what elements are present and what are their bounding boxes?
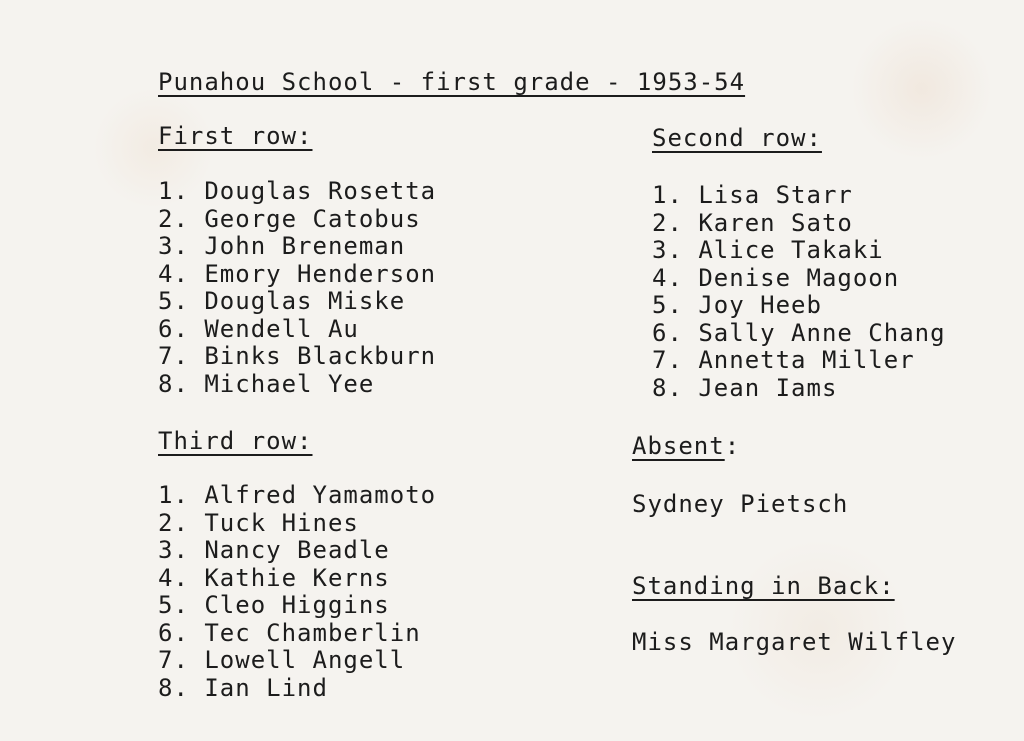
list-item: 3. Nancy Beadle <box>158 536 390 564</box>
list-item: 3. Alice Takaki <box>652 236 884 264</box>
list-item: 6. Tec Chamberlin <box>158 618 421 647</box>
list-item: 5. Douglas Miske <box>158 287 406 315</box>
second-row-heading: Second row: <box>652 124 822 152</box>
list-item: 1. Lisa Starr <box>652 181 853 209</box>
list-item: 8. Ian Lind <box>158 673 328 702</box>
first-row-heading: First row: <box>158 122 313 150</box>
list-item: 7. Binks Blackburn <box>158 342 437 370</box>
absent-name: Sydney Pietsch <box>632 490 849 518</box>
list-item: 5. Cleo Higgins <box>158 591 390 619</box>
absent-heading: Absent <box>632 432 725 460</box>
list-item: 7. Annetta Miller <box>652 346 915 374</box>
list-item: 6. Sally Anne Chang <box>652 318 946 347</box>
list-item: 2. George Catobus <box>158 204 421 233</box>
list-item: 8. Michael Yee <box>158 369 375 398</box>
list-item: 1. Douglas Rosetta <box>158 177 437 205</box>
list-item: 2. Tuck Hines <box>158 508 359 537</box>
document-title: Punahou School - first grade - 1953-54 <box>158 68 746 96</box>
list-item: 4. Emory Henderson <box>158 259 437 288</box>
absent-heading-colon: : <box>724 432 741 460</box>
second-row-list <box>652 182 946 402</box>
list-item: 6. Wendell Au <box>158 314 359 343</box>
third-row-list <box>158 482 436 702</box>
absent-heading-line <box>632 432 740 460</box>
list-item: 4. Denise Magoon <box>652 263 900 292</box>
list-item: 8. Jean Iams <box>652 373 838 402</box>
list-item: 4. Kathie Kerns <box>158 563 390 592</box>
standing-in-back-name: Miss Margaret Wilfley <box>632 628 957 656</box>
third-row-heading: Third row: <box>158 427 313 455</box>
list-item: 5. Joy Heeb <box>652 291 822 319</box>
list-item: 1. Alfred Yamamoto <box>158 481 437 509</box>
list-item: 7. Lowell Angell <box>158 646 406 674</box>
standing-in-back-heading: Standing in Back: <box>632 572 895 600</box>
list-item: 2. Karen Sato <box>652 208 853 237</box>
list-item: 3. John Breneman <box>158 232 406 260</box>
first-row-list <box>158 178 436 398</box>
